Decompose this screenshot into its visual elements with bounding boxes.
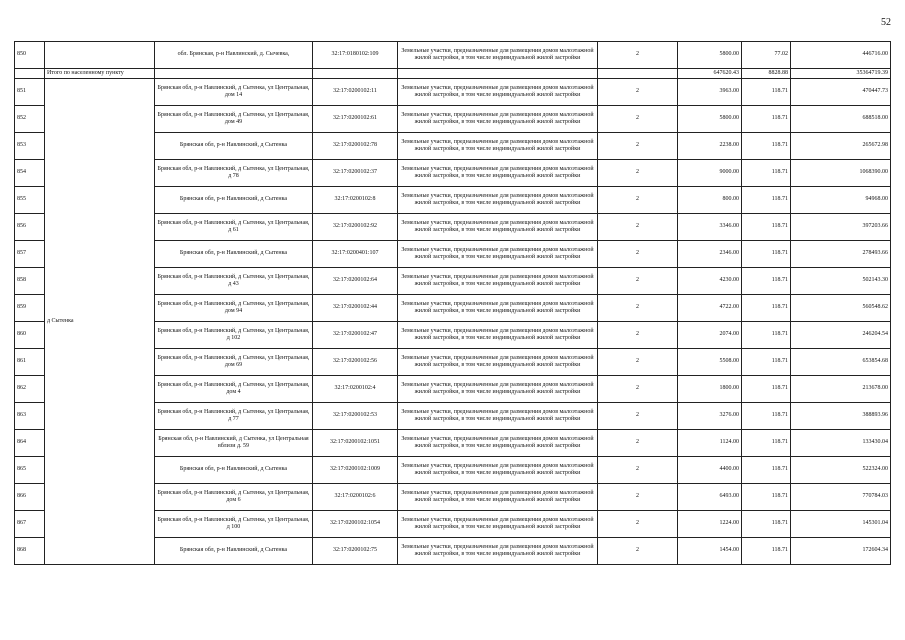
cadastral-number-cell: 32:17:0180102:109 xyxy=(313,42,398,69)
row-number: 855 xyxy=(15,187,45,214)
cadastral-number-cell: 32:17:0200102:4 xyxy=(313,376,398,403)
cadastral-value-cell: 133430.04 xyxy=(791,430,891,457)
address-cell: Брянская обл, р-н Навлинский, д Сытенка xyxy=(155,538,313,565)
row-number: 865 xyxy=(15,457,45,484)
area-cell: 3346.00 xyxy=(678,214,742,241)
area-cell: 4722.00 xyxy=(678,295,742,322)
row-number: 854 xyxy=(15,160,45,187)
table-row xyxy=(15,79,891,106)
row-number: 862 xyxy=(15,376,45,403)
address-cell: Брянская обл, р-н Навлинский, д Сытенка xyxy=(155,187,313,214)
land-category-cell: Земельные участки, предназначенные для размещения домов малоэтажной жилой застройки, в том числе индивидуальной жилой застройки xyxy=(398,430,598,457)
group-count-cell: 2 xyxy=(598,376,678,403)
area-cell: 3276.00 xyxy=(678,403,742,430)
row-number: 866 xyxy=(15,484,45,511)
row-number: 856 xyxy=(15,214,45,241)
settlement-name: д Сытенка xyxy=(45,79,155,565)
rate-cell: 118.71 xyxy=(742,241,791,268)
rate-cell: 118.71 xyxy=(742,349,791,376)
address-cell: Брянская обл, р-н Навлинский, д Сытенка, ул Центральная, дом 94 xyxy=(155,295,313,322)
cadastral-number-cell: 32:17:0200102:6 xyxy=(313,484,398,511)
group-count-cell: 2 xyxy=(598,79,678,106)
rate-cell: 118.71 xyxy=(742,214,791,241)
row-number: 861 xyxy=(15,349,45,376)
total-empty-cell xyxy=(598,69,678,79)
address-cell: Брянская обл, р-н Навлинский, д Сытенка, ул Центральная, дом 14 xyxy=(155,79,313,106)
land-category-cell: Земельные участки, предназначенные для размещения домов малоэтажной жилой застройки, в том числе индивидуальной жилой застройки xyxy=(398,133,598,160)
row-number: 860 xyxy=(15,322,45,349)
area-cell: 6493.00 xyxy=(678,484,742,511)
cadastral-number-cell: 32:17:0200102:11 xyxy=(313,79,398,106)
address-cell: Брянская обл, р-н Навлинский, д Сытенка, ул Центральная, д 102 xyxy=(155,322,313,349)
cadastral-value-cell: 397203.66 xyxy=(791,214,891,241)
address-cell: обл. Брянская, р-н Навлинский, д. Сычевка, xyxy=(155,42,313,69)
cadastral-value-cell: 688518.00 xyxy=(791,106,891,133)
address-cell: Брянская обл, р-н Навлинский, д Сытенка, ул Центральная, д 100 xyxy=(155,511,313,538)
area-cell: 5508.00 xyxy=(678,349,742,376)
row-number: 853 xyxy=(15,133,45,160)
cadastral-value-cell: 653854.68 xyxy=(791,349,891,376)
rate-cell: 118.71 xyxy=(742,322,791,349)
group-count-cell: 2 xyxy=(598,106,678,133)
land-category-cell: Земельные участки, предназначенные для размещения домов малоэтажной жилой застройки, в том числе индивидуальной жилой застройки xyxy=(398,403,598,430)
area-cell: 1224.00 xyxy=(678,511,742,538)
cadastral-value-cell: 172604.34 xyxy=(791,538,891,565)
total-value: 35364719.39 xyxy=(791,69,891,79)
cadastral-number-cell: 32:17:0200102:75 xyxy=(313,538,398,565)
address-cell: Брянская обл, р-н Навлинский, д Сытенка, ул Центральная, дом 49 xyxy=(155,106,313,133)
area-cell: 5800.00 xyxy=(678,42,742,69)
area-cell: 1124.00 xyxy=(678,430,742,457)
rate-cell: 118.71 xyxy=(742,538,791,565)
row-number: 850 xyxy=(15,42,45,69)
address-cell: Брянская обл, р-н Навлинский, д Сытенка, ул Центральная, д 61 xyxy=(155,214,313,241)
area-cell: 2074.00 xyxy=(678,322,742,349)
land-category-cell: Земельные участки, предназначенные для размещения домов малоэтажной жилой застройки, в том числе индивидуальной жилой застройки xyxy=(398,457,598,484)
land-category-cell: Земельные участки, предназначенные для размещения домов малоэтажной жилой застройки, в том числе индивидуальной жилой застройки xyxy=(398,79,598,106)
cadastral-number-cell: 32:17:0200102:78 xyxy=(313,133,398,160)
row-number: 852 xyxy=(15,106,45,133)
cadastral-value-cell: 770784.03 xyxy=(791,484,891,511)
rate-cell: 118.71 xyxy=(742,187,791,214)
total-empty-cell xyxy=(313,69,398,79)
land-category-cell: Земельные участки, предназначенные для размещения домов малоэтажной жилой застройки, в том числе индивидуальной жилой застройки xyxy=(398,214,598,241)
row-number: 851 xyxy=(15,79,45,106)
cadastral-value-cell: 265672.98 xyxy=(791,133,891,160)
cadastral-number-cell: 32:17:0200102:37 xyxy=(313,160,398,187)
group-count-cell: 2 xyxy=(598,187,678,214)
cadastral-value-cell: 278493.66 xyxy=(791,241,891,268)
group-count-cell: 2 xyxy=(598,42,678,69)
land-category-cell: Земельные участки, предназначенные для размещения домов малоэтажной жилой застройки, в том числе индивидуальной жилой застройки xyxy=(398,241,598,268)
total-label: Итого по населенному пункту xyxy=(45,69,155,79)
cadastral-value-cell: 94968.00 xyxy=(791,187,891,214)
land-category-cell: Земельные участки, предназначенные для размещения домов малоэтажной жилой застройки, в том числе индивидуальной жилой застройки xyxy=(398,484,598,511)
row-number: 868 xyxy=(15,538,45,565)
rate-cell: 118.71 xyxy=(742,133,791,160)
group-count-cell: 2 xyxy=(598,538,678,565)
rate-cell: 118.71 xyxy=(742,430,791,457)
group-count-cell: 2 xyxy=(598,484,678,511)
cadastral-number-cell: 32:17:0200401:107 xyxy=(313,241,398,268)
cadastral-value-cell: 470447.73 xyxy=(791,79,891,106)
rate-cell: 118.71 xyxy=(742,457,791,484)
group-count-cell: 2 xyxy=(598,457,678,484)
area-cell: 5800.00 xyxy=(678,106,742,133)
address-cell: Брянская обл, р-н Навлинский, д Сытенка xyxy=(155,133,313,160)
area-cell: 3963.00 xyxy=(678,79,742,106)
cadastral-number-cell: 32:17:0200102:1054 xyxy=(313,511,398,538)
group-count-cell: 2 xyxy=(598,160,678,187)
group-count-cell: 2 xyxy=(598,295,678,322)
group-count-cell: 2 xyxy=(598,349,678,376)
rate-cell: 118.71 xyxy=(742,511,791,538)
address-cell: Брянская обл, р-н Навлинский, д Сытенка xyxy=(155,457,313,484)
land-category-cell: Земельные участки, предназначенные для размещения домов малоэтажной жилой застройки, в том числе индивидуальной жилой застройки xyxy=(398,538,598,565)
area-cell: 4400.00 xyxy=(678,457,742,484)
land-category-cell: Земельные участки, предназначенные для размещения домов малоэтажной жилой застройки, в том числе индивидуальной жилой застройки xyxy=(398,42,598,69)
group-count-cell: 2 xyxy=(598,133,678,160)
rate-cell: 118.71 xyxy=(742,295,791,322)
rate-cell: 118.71 xyxy=(742,79,791,106)
cadastral-value-cell: 502143.30 xyxy=(791,268,891,295)
cadastral-number-cell: 32:17:0200102:8 xyxy=(313,187,398,214)
cadastral-number-cell: 32:17:0200102:47 xyxy=(313,322,398,349)
address-cell: Брянская обл, р-н Навлинский, д Сытенка, ул Центральная, дом 4 xyxy=(155,376,313,403)
total-row xyxy=(15,69,891,79)
cadastral-value-cell: 560548.62 xyxy=(791,295,891,322)
address-cell: Брянская обл, р-н Навлинский, д Сытенка, ул Центральная, д 43 xyxy=(155,268,313,295)
land-category-cell: Земельные участки, предназначенные для размещения домов малоэтажной жилой застройки, в том числе индивидуальной жилой застройки xyxy=(398,349,598,376)
address-cell: Брянская обл, р-н Навлинский, д Сытенка, ул Центральная, д 78 xyxy=(155,160,313,187)
land-category-cell: Земельные участки, предназначенные для размещения домов малоэтажной жилой застройки, в том числе индивидуальной жилой застройки xyxy=(398,322,598,349)
land-category-cell: Земельные участки, предназначенные для размещения домов малоэтажной жилой застройки, в том числе индивидуальной жилой застройки xyxy=(398,187,598,214)
total-empty-cell xyxy=(398,69,598,79)
cadastral-value-cell: 213678.00 xyxy=(791,376,891,403)
area-cell: 9000.00 xyxy=(678,160,742,187)
land-category-cell: Земельные участки, предназначенные для размещения домов малоэтажной жилой застройки, в том числе индивидуальной жилой застройки xyxy=(398,511,598,538)
row-number: 857 xyxy=(15,241,45,268)
group-count-cell: 2 xyxy=(598,322,678,349)
rate-cell: 118.71 xyxy=(742,403,791,430)
cadastral-number-cell: 32:17:0200102:92 xyxy=(313,214,398,241)
group-count-cell: 2 xyxy=(598,430,678,457)
cadastral-number-cell: 32:17:0200102:61 xyxy=(313,106,398,133)
cadastral-number-cell: 32:17:0200102:56 xyxy=(313,349,398,376)
cadastral-value-cell: 1068390.00 xyxy=(791,160,891,187)
cadastral-number-cell: 32:17:0200102:64 xyxy=(313,268,398,295)
group-count-cell: 2 xyxy=(598,241,678,268)
address-cell: Брянская обл, р-н Навлинский, д Сытенка, ул Центральная, дом 6 xyxy=(155,484,313,511)
cadastral-number-cell: 32:17:0200102:1051 xyxy=(313,430,398,457)
area-cell: 2346.00 xyxy=(678,241,742,268)
address-cell: Брянская обл, р-н Навлинский, д Сытенка, ул Центральная, д 77 xyxy=(155,403,313,430)
total-area: 647620.43 xyxy=(678,69,742,79)
total-empty-cell xyxy=(15,69,45,79)
cadastral-number-cell: 32:17:0200102:44 xyxy=(313,295,398,322)
settlement-cell xyxy=(45,42,155,69)
land-category-cell: Земельные участки, предназначенные для размещения домов малоэтажной жилой застройки, в том числе индивидуальной жилой застройки xyxy=(398,160,598,187)
area-cell: 1800.00 xyxy=(678,376,742,403)
cadastral-value-cell: 446716.00 xyxy=(791,42,891,69)
land-registry-table xyxy=(14,41,891,565)
row-number: 864 xyxy=(15,430,45,457)
rate-cell: 77.02 xyxy=(742,42,791,69)
cadastral-value-cell: 388893.96 xyxy=(791,403,891,430)
address-cell: Брянская обл, р-н Навлинский, д Сытенка xyxy=(155,241,313,268)
rate-cell: 118.71 xyxy=(742,160,791,187)
total-rate: 8828.88 xyxy=(742,69,791,79)
area-cell: 800.00 xyxy=(678,187,742,214)
row-number: 859 xyxy=(15,295,45,322)
rate-cell: 118.71 xyxy=(742,268,791,295)
group-count-cell: 2 xyxy=(598,511,678,538)
land-category-cell: Земельные участки, предназначенные для размещения домов малоэтажной жилой застройки, в том числе индивидуальной жилой застройки xyxy=(398,268,598,295)
area-cell: 2238.00 xyxy=(678,133,742,160)
cadastral-value-cell: 522324.00 xyxy=(791,457,891,484)
land-category-cell: Земельные участки, предназначенные для размещения домов малоэтажной жилой застройки, в том числе индивидуальной жилой застройки xyxy=(398,295,598,322)
total-empty-cell xyxy=(155,69,313,79)
group-count-cell: 2 xyxy=(598,403,678,430)
row-number: 863 xyxy=(15,403,45,430)
row-number: 858 xyxy=(15,268,45,295)
rate-cell: 118.71 xyxy=(742,484,791,511)
rate-cell: 118.71 xyxy=(742,106,791,133)
cadastral-number-cell: 32:17:0200102:53 xyxy=(313,403,398,430)
cadastral-value-cell: 145301.04 xyxy=(791,511,891,538)
address-cell: Брянская обл, р-н Навлинский, д Сытенка, ул Центральная, дом 69 xyxy=(155,349,313,376)
area-cell: 4230.00 xyxy=(678,268,742,295)
page-number: 52 xyxy=(881,17,891,28)
cadastral-value-cell: 246204.54 xyxy=(791,322,891,349)
address-cell: Брянская обл, р-н Навлинский, д Сытенка, ул Центральная вблизи д. 59 xyxy=(155,430,313,457)
group-count-cell: 2 xyxy=(598,214,678,241)
group-count-cell: 2 xyxy=(598,268,678,295)
land-category-cell: Земельные участки, предназначенные для размещения домов малоэтажной жилой застройки, в том числе индивидуальной жилой застройки xyxy=(398,376,598,403)
area-cell: 1454.00 xyxy=(678,538,742,565)
rate-cell: 118.71 xyxy=(742,376,791,403)
row-number: 867 xyxy=(15,511,45,538)
land-category-cell: Земельные участки, предназначенные для размещения домов малоэтажной жилой застройки, в том числе индивидуальной жилой застройки xyxy=(398,106,598,133)
table-row xyxy=(15,42,891,69)
cadastral-number-cell: 32:17:0200102:1009 xyxy=(313,457,398,484)
